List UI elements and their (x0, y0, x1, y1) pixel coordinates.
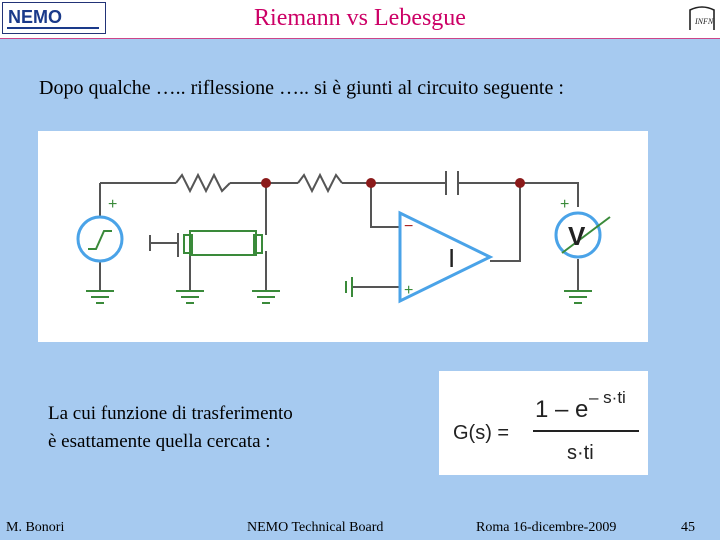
nemo-logo-text: NEMO (8, 7, 62, 27)
transistor-switch-icon (150, 231, 262, 255)
footer-date: Roma 16-dicembre-2009 (476, 520, 617, 535)
formula-denominator: s·ti (567, 442, 594, 464)
integrator-label: I (448, 243, 456, 273)
formula-lhs: G(s) = (453, 422, 510, 444)
transfer-line-1: La cui funzione di trasferimento (48, 403, 293, 424)
meter-label: V (568, 221, 586, 251)
junction-dot-2 (366, 178, 376, 188)
circuit-diagram (38, 131, 648, 342)
transfer-line-2: è esattamente quella cercata : (48, 431, 271, 452)
transfer-function-text (48, 400, 293, 456)
intro-text: Dopo qualche ….. riflessione ….. si è giunti al circuito seguente : (39, 77, 564, 99)
infn-logo-text: INFN (695, 17, 714, 26)
page-number: 45 (681, 520, 695, 535)
junction-dot-3 (515, 178, 525, 188)
opamp-plus-label: + (404, 282, 414, 299)
integrator-opamp-icon (400, 213, 490, 301)
voltmeter-icon (556, 196, 610, 257)
source-plus-label: + (108, 196, 118, 213)
transfer-formula (439, 371, 648, 475)
meter-plus-label: + (560, 196, 570, 213)
footer-board: NEMO Technical Board (247, 520, 384, 535)
footer-author: M. Bonori (6, 520, 65, 535)
formula-exponent: – s·ti (589, 388, 626, 407)
infn-logo (686, 2, 718, 34)
junction-dot-1 (261, 178, 271, 188)
ground-icons (86, 277, 592, 303)
formula-numerator: 1 – e (535, 396, 589, 423)
opamp-minus-label: − (404, 218, 414, 235)
slide-title: Riemann vs Lebesgue (254, 5, 466, 31)
